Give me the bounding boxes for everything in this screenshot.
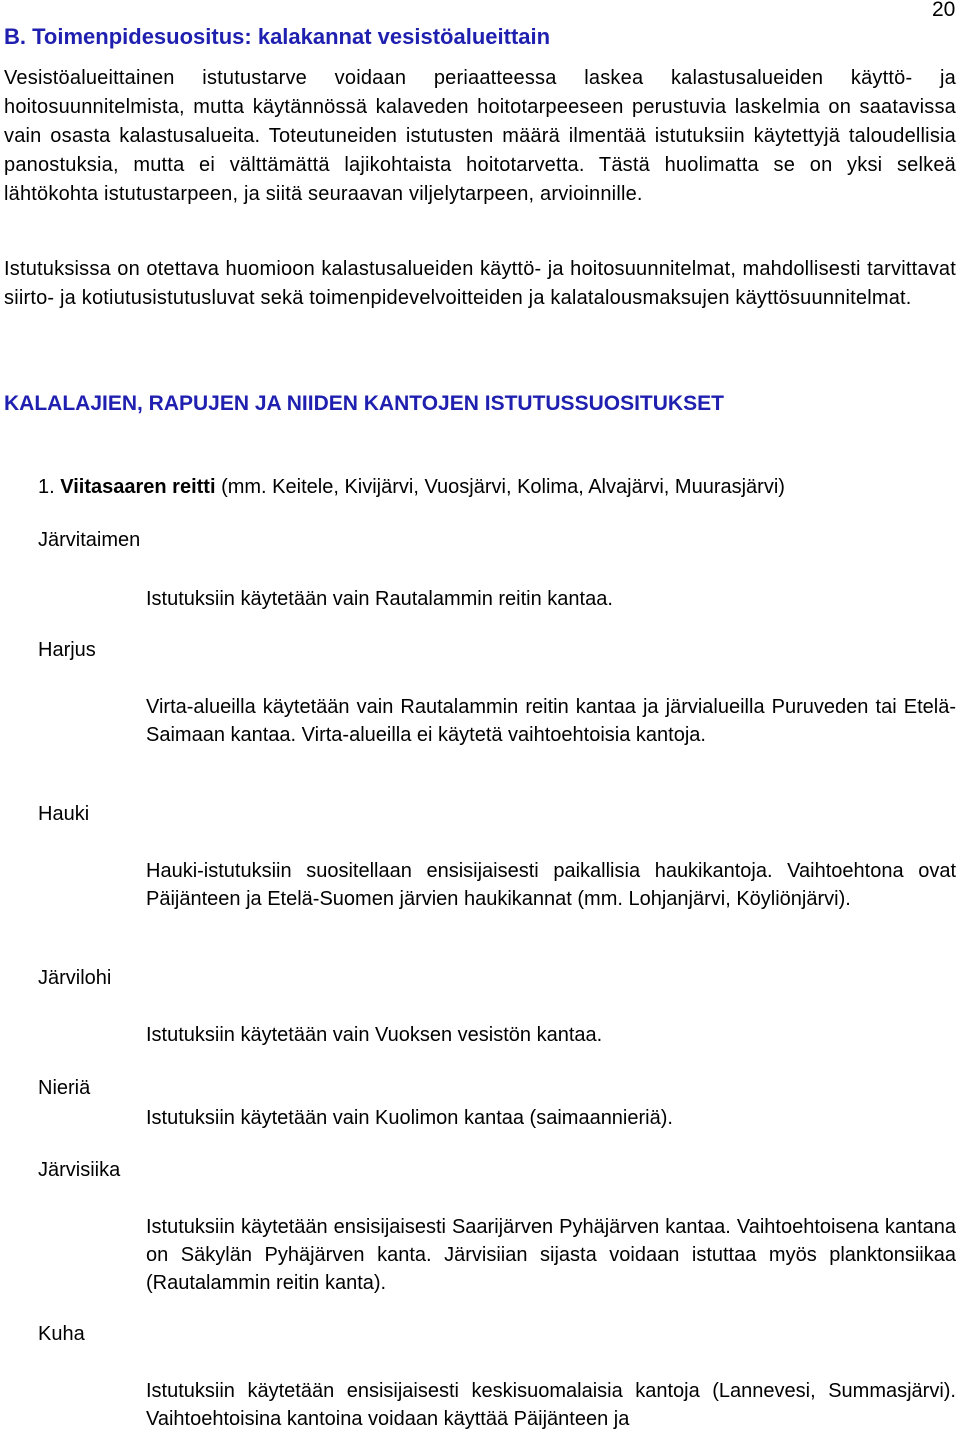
species-name-jarvilohi: Järvilohi (38, 967, 112, 989)
recommendation-hauki: Hauki-istutuksiin suositellaan ensisijaisesti paikallisia haukikantoja. Vaihtoehtona ovat Päijänteen ja Etelä-Suomen järvien haukikannat (mm. Lohjanjärvi, Köyliönjärvi). (146, 860, 956, 910)
route-number: 1. (38, 476, 55, 498)
recommendation-harjus: Virta-alueilla käytetään vain Rautalammin reitin kantaa ja järvialueilla Puruveden tai Etelä-Saimaan kantaa. Virta-alueilla ei käytetä vaihtoehtoisia kantoja. (146, 696, 956, 746)
recommendation-jarvilohi: Istutuksiin käytetään vain Vuoksen vesistön kantaa. (146, 1024, 603, 1046)
recommendations-heading: KALALAJIEN, RAPUJEN JA NIIDEN KANTOJEN ISTUTUSSUOSITUKSET (4, 392, 724, 415)
species-name-hauki: Hauki (38, 803, 90, 825)
considerations-paragraph: Istutuksissa on otettava huomioon kalastusalueiden käyttö- ja hoitosuunnitelmat, mahdollisesti tarvittavat siirto- ja kotiutusistutusluvat sekä toimenpidevelvoitteiden ja kalatalousmaksujen käyttösuunnitelmat. (4, 258, 956, 309)
species-name-kuha: Kuha (38, 1323, 85, 1345)
species-name-harjus: Harjus (38, 639, 96, 661)
recommendation-jarvisiika: Istutuksiin käytetään ensisijaisesti Saarijärven Pyhäjärven kantaa. Vaihtoehtoisena kantana on Säkylän Pyhäjärven kanta. Järvisiian sijasta voidaan istuttaa myös planktonsiikaa (Rautalammin reitin kanta). (146, 1216, 956, 1294)
intro-paragraph: Vesistöalueittainen istutustarve voidaan periaatteessa laskea kalastusalueiden käyttö- ja hoitosuunnitelmista, mutta käytännössä kalaveden hoitotarpeeseen perustuvia laskelmia on saatavissa vain osasta kalastusalueita. Toteutuneiden istutusten määrä ilmentää istutuksiin käytettyjä taloudellisia panostuksia, mutta ei välttämättä lajikohtaista hoitotarvetta. Tästä huolimatta se on yksi selkeä lähtökohta istutustarpeen, ja siitä seuraavan viljelytarpeen, arvioinnille. (4, 67, 956, 205)
section-heading: B. Toimenpidesuositus: kalakannat vesistöalueittain (4, 24, 551, 49)
page-number: 20 (932, 0, 956, 21)
route-heading (38, 476, 785, 499)
recommendation-jarvitaimen: Istutuksiin käytetään vain Rautalammin reitin kantaa. (146, 588, 613, 610)
recommendation-kuha: Istutuksiin käytetään ensisijaisesti keskisuomalaisia kantoja (Lannevesi, Summasjärvi). Vaihtoehtoisina kantoina voidaan käyttää Päijänteen ja (146, 1380, 956, 1430)
recommendation-nieria: Istutuksiin käytetään vain Kuolimon kantaa (saimaannieriä). (146, 1107, 673, 1129)
route-name: Viitasaaren reitti (60, 476, 216, 498)
species-name-jarvitaimen: Järvitaimen (38, 529, 141, 551)
species-name-nieria: Nieriä (38, 1077, 91, 1099)
route-details: (mm. Keitele, Kivijärvi, Vuosjärvi, Kolima, Alvajärvi, Muurasjärvi) (221, 476, 785, 498)
species-name-jarvisiika: Järvisiika (38, 1159, 121, 1181)
